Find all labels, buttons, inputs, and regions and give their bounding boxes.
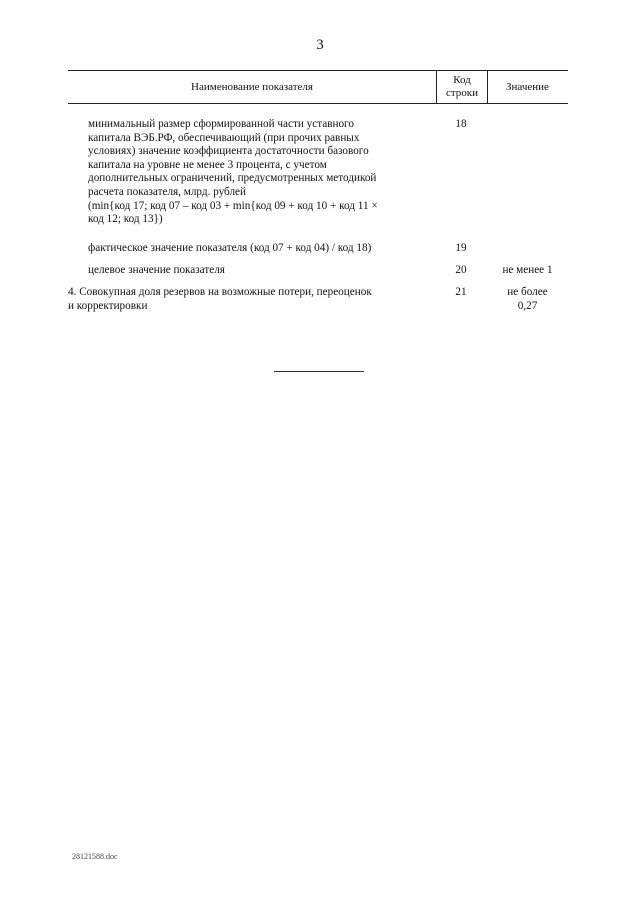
row-text-line: фактическое значение показателя (код 07 + код 04) / код 18) <box>88 242 372 254</box>
row-text-line: расчета показателя, млрд. рублей <box>88 185 247 198</box>
header-value: Значение <box>506 81 549 93</box>
header-indicator-name: Наименование показателя <box>191 81 313 93</box>
row-indicator-name <box>68 286 430 313</box>
header-code-line2: строки <box>445 87 479 99</box>
row-line-code: 20 <box>455 264 467 276</box>
row-value-line: 0,27 <box>517 299 538 312</box>
header-line-code <box>436 71 488 103</box>
row-value <box>487 286 568 313</box>
row-indicator-name <box>88 264 432 278</box>
row-text-line: (min{код 17; код 07 – код 03 + min{код 09 + код 10 + код 11 × <box>88 199 378 212</box>
row-text-line: и корректировки <box>68 299 148 312</box>
row-line-code: 18 <box>455 118 467 130</box>
end-separator-line <box>274 371 364 372</box>
row-text-line: капитала ВЭБ.РФ, обеспечивающий (при прочих равных <box>88 131 360 144</box>
row-text-line: капитала на уровне не менее 3 процента, с учетом <box>88 158 327 171</box>
row-line-code: 19 <box>455 242 467 254</box>
row-text-line: минимальный размер сформированной части уставного <box>88 118 354 130</box>
page-number: 3 <box>316 37 324 53</box>
row-text-line: дополнительных ограничений, предусмотренных методикой <box>88 172 377 185</box>
footer-doc-name: 28121588.doc <box>72 852 118 861</box>
row-line-code: 21 <box>455 286 467 298</box>
row-text-line: 4. Совокупная доля резервов на возможные потери, переоценок <box>68 286 372 298</box>
row-value-line: не более <box>507 286 548 298</box>
indicator-table <box>68 70 568 312</box>
table-header <box>68 70 568 104</box>
row-value-line: не менее 1 <box>502 264 553 276</box>
row-text-line: целевое значение показателя <box>88 264 225 276</box>
row-indicator-name <box>88 242 432 256</box>
row-value <box>487 264 568 278</box>
row-text-line: условиях) значение коэффициента достаточности базового <box>88 145 369 158</box>
row-text-line: код 12; код 13}) <box>88 213 163 226</box>
row-indicator-name <box>88 118 432 227</box>
header-code-line1: Код <box>453 74 471 86</box>
